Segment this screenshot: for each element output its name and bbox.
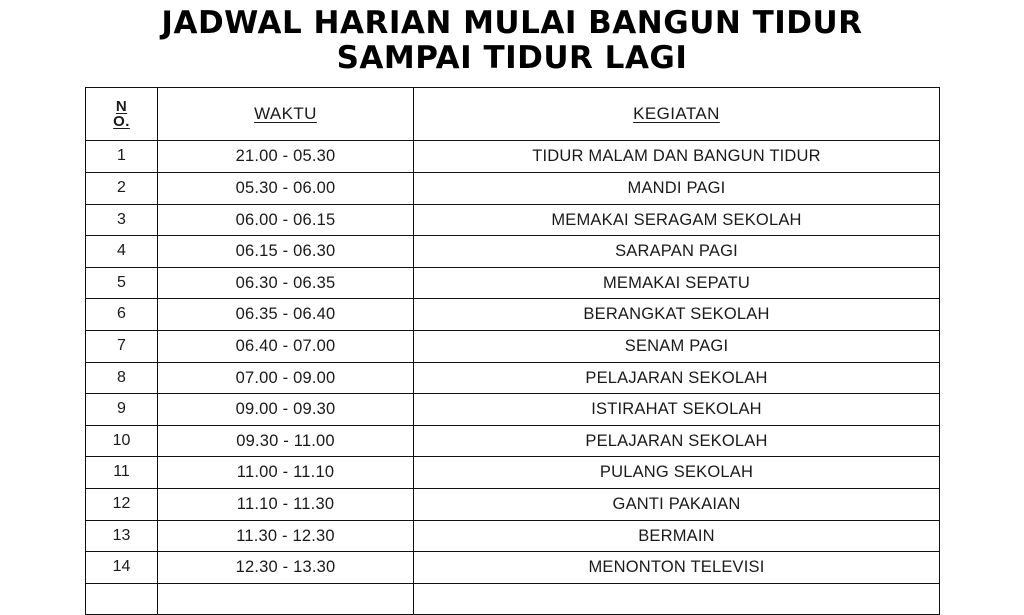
cell-no: [86, 583, 158, 615]
cell-waktu: 06.30 - 06.35: [158, 267, 414, 299]
cell-no: 7: [86, 331, 158, 363]
cell-waktu: 11.30 - 12.30: [158, 520, 414, 552]
cell-kegiatan: MEMAKAI SEPATU: [414, 267, 940, 299]
table-row: [86, 141, 940, 173]
table-header: [86, 88, 940, 141]
cell-no: 6: [86, 299, 158, 331]
table-row: [86, 457, 940, 489]
cell-kegiatan: BERANGKAT SEKOLAH: [414, 299, 940, 331]
table-row: [86, 520, 940, 552]
cell-waktu: 06.00 - 06.15: [158, 204, 414, 236]
cell-waktu: 06.40 - 07.00: [158, 331, 414, 363]
cell-no: 3: [86, 204, 158, 236]
column-header-no: [86, 88, 158, 141]
cell-waktu: [158, 583, 414, 615]
cell-waktu: 09.30 - 11.00: [158, 425, 414, 457]
cell-kegiatan: SARAPAN PAGI: [414, 236, 940, 268]
table-row: [86, 552, 940, 584]
cell-kegiatan: MEMAKAI SERAGAM SEKOLAH: [414, 204, 940, 236]
cell-kegiatan: ISTIRAHAT SEKOLAH: [414, 394, 940, 426]
cell-no: 1: [86, 141, 158, 173]
table-row: [86, 236, 940, 268]
cell-waktu: 11.10 - 11.30: [158, 488, 414, 520]
cell-waktu: 06.15 - 06.30: [158, 236, 414, 268]
cell-waktu: 07.00 - 09.00: [158, 362, 414, 394]
cell-kegiatan: TIDUR MALAM DAN BANGUN TIDUR: [414, 141, 940, 173]
cell-no: 4: [86, 236, 158, 268]
column-header-kegiatan: KEGIATAN: [414, 88, 940, 141]
cell-kegiatan: PELAJARAN SEKOLAH: [414, 425, 940, 457]
table-row: [86, 331, 940, 363]
cell-no: 11: [86, 457, 158, 489]
cell-no: 9: [86, 394, 158, 426]
table-row: [86, 267, 940, 299]
schedule-table: [85, 87, 940, 615]
cell-kegiatan: PULANG SEKOLAH: [414, 457, 940, 489]
column-header-no-line2: O.: [113, 113, 130, 131]
cell-no: 10: [86, 425, 158, 457]
title-line-1: JADWAL HARIAN MULAI BANGUN TIDUR: [161, 5, 863, 41]
column-header-waktu: WAKTU: [158, 88, 414, 141]
table-row: [86, 488, 940, 520]
cell-waktu: 12.30 - 13.30: [158, 552, 414, 584]
table-row: [86, 394, 940, 426]
cell-kegiatan: [414, 583, 940, 615]
cell-waktu: 06.35 - 06.40: [158, 299, 414, 331]
cell-kegiatan: BERMAIN: [414, 520, 940, 552]
table-body: [86, 141, 940, 615]
cell-waktu: 21.00 - 05.30: [158, 141, 414, 173]
cell-no: 13: [86, 520, 158, 552]
table-row: [86, 173, 940, 205]
cell-kegiatan: MENONTON TELEVISI: [414, 552, 940, 584]
cell-no: 14: [86, 552, 158, 584]
cell-waktu: 09.00 - 09.30: [158, 394, 414, 426]
cell-kegiatan: SENAM PAGI: [414, 331, 940, 363]
table-row: [86, 204, 940, 236]
cell-kegiatan: PELAJARAN SEKOLAH: [414, 362, 940, 394]
table-row: [86, 362, 940, 394]
table-row-partial: [86, 583, 940, 615]
cell-no: 2: [86, 173, 158, 205]
schedule-table-wrapper: [85, 87, 939, 615]
cell-no: 8: [86, 362, 158, 394]
cell-kegiatan: MANDI PAGI: [414, 173, 940, 205]
cell-no: 12: [86, 488, 158, 520]
cell-waktu: 05.30 - 06.00: [158, 173, 414, 205]
table-row: [86, 425, 940, 457]
table-row: [86, 299, 940, 331]
cell-waktu: 11.00 - 11.10: [158, 457, 414, 489]
cell-no: 5: [86, 267, 158, 299]
table-header-row: [86, 88, 940, 141]
cell-kegiatan: GANTI PAKAIAN: [414, 488, 940, 520]
title-line-2: SAMPAI TIDUR LAGI: [336, 39, 688, 76]
column-header-no-line1: N: [115, 97, 128, 115]
document-title: [0, 0, 1024, 75]
